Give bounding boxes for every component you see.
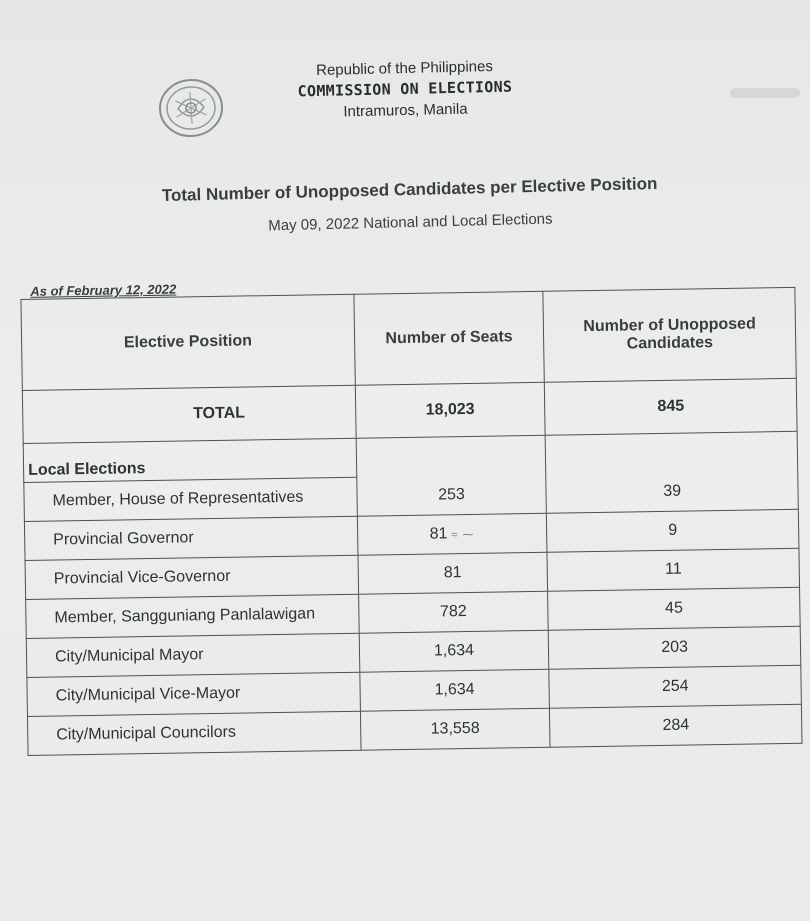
agency-address: Intramuros, Manila	[343, 100, 468, 121]
column-header: Elective Position	[21, 294, 355, 390]
document-title: Total Number of Unopposed Candidates per Elective Position	[161, 173, 658, 206]
unopposed-cell: 284	[550, 704, 802, 747]
seats-cell	[357, 513, 547, 555]
unopposed-cell: 39	[546, 470, 798, 513]
unopposed-cell: 45	[548, 587, 800, 630]
total-unopposed: 845	[545, 378, 797, 435]
seats-cell: 81	[358, 552, 548, 594]
handwritten-mark: ≈ ⁓	[451, 528, 475, 542]
position-cell: Member, House of Representatives	[24, 477, 357, 521]
country-line: Republic of the Philippines	[315, 58, 494, 80]
unopposed-cell: 254	[549, 665, 801, 708]
seats-cell: 13,558	[360, 708, 550, 750]
letterhead	[269, 55, 540, 125]
seats-cell: 253	[356, 474, 546, 516]
column-header: Number of Seats	[353, 291, 544, 385]
position-cell: City/Municipal Mayor	[26, 633, 359, 677]
position-cell: City/Municipal Councilors	[27, 711, 360, 755]
document-subtitle: May 09, 2022 National and Local Elections	[268, 210, 553, 235]
agency-name: COMMISSION ON ELECTIONS	[297, 77, 513, 101]
seats-cell: 782	[358, 591, 548, 633]
as-of-date: As of February 12, 2022	[30, 281, 177, 299]
table-header-row	[21, 287, 796, 390]
seats-value: 81	[429, 525, 448, 543]
position-cell: Member, Sangguniang Panlalawigan	[26, 594, 359, 638]
seats-cell: 1,634	[359, 669, 549, 711]
total-seats: 18,023	[355, 382, 546, 438]
unopposed-cell: 11	[547, 548, 799, 591]
paper-smudge	[730, 88, 800, 98]
comelec-seal-icon	[156, 76, 226, 140]
position-cell: Provincial Governor	[24, 516, 357, 560]
section-label: Local Elections	[23, 438, 356, 482]
document-titles	[109, 173, 710, 239]
column-header: Number of Unopposed Candidates	[543, 287, 796, 382]
table-area	[20, 260, 803, 757]
unopposed-cell: 203	[549, 626, 801, 669]
seats-cell: 1,634	[359, 630, 549, 672]
unopposed-candidates-table	[20, 287, 802, 756]
position-cell: Provincial Vice-Governor	[25, 555, 358, 599]
unopposed-cell: 9	[547, 509, 799, 552]
total-label: TOTAL	[22, 385, 355, 443]
position-cell: City/Municipal Vice-Mayor	[27, 672, 360, 716]
